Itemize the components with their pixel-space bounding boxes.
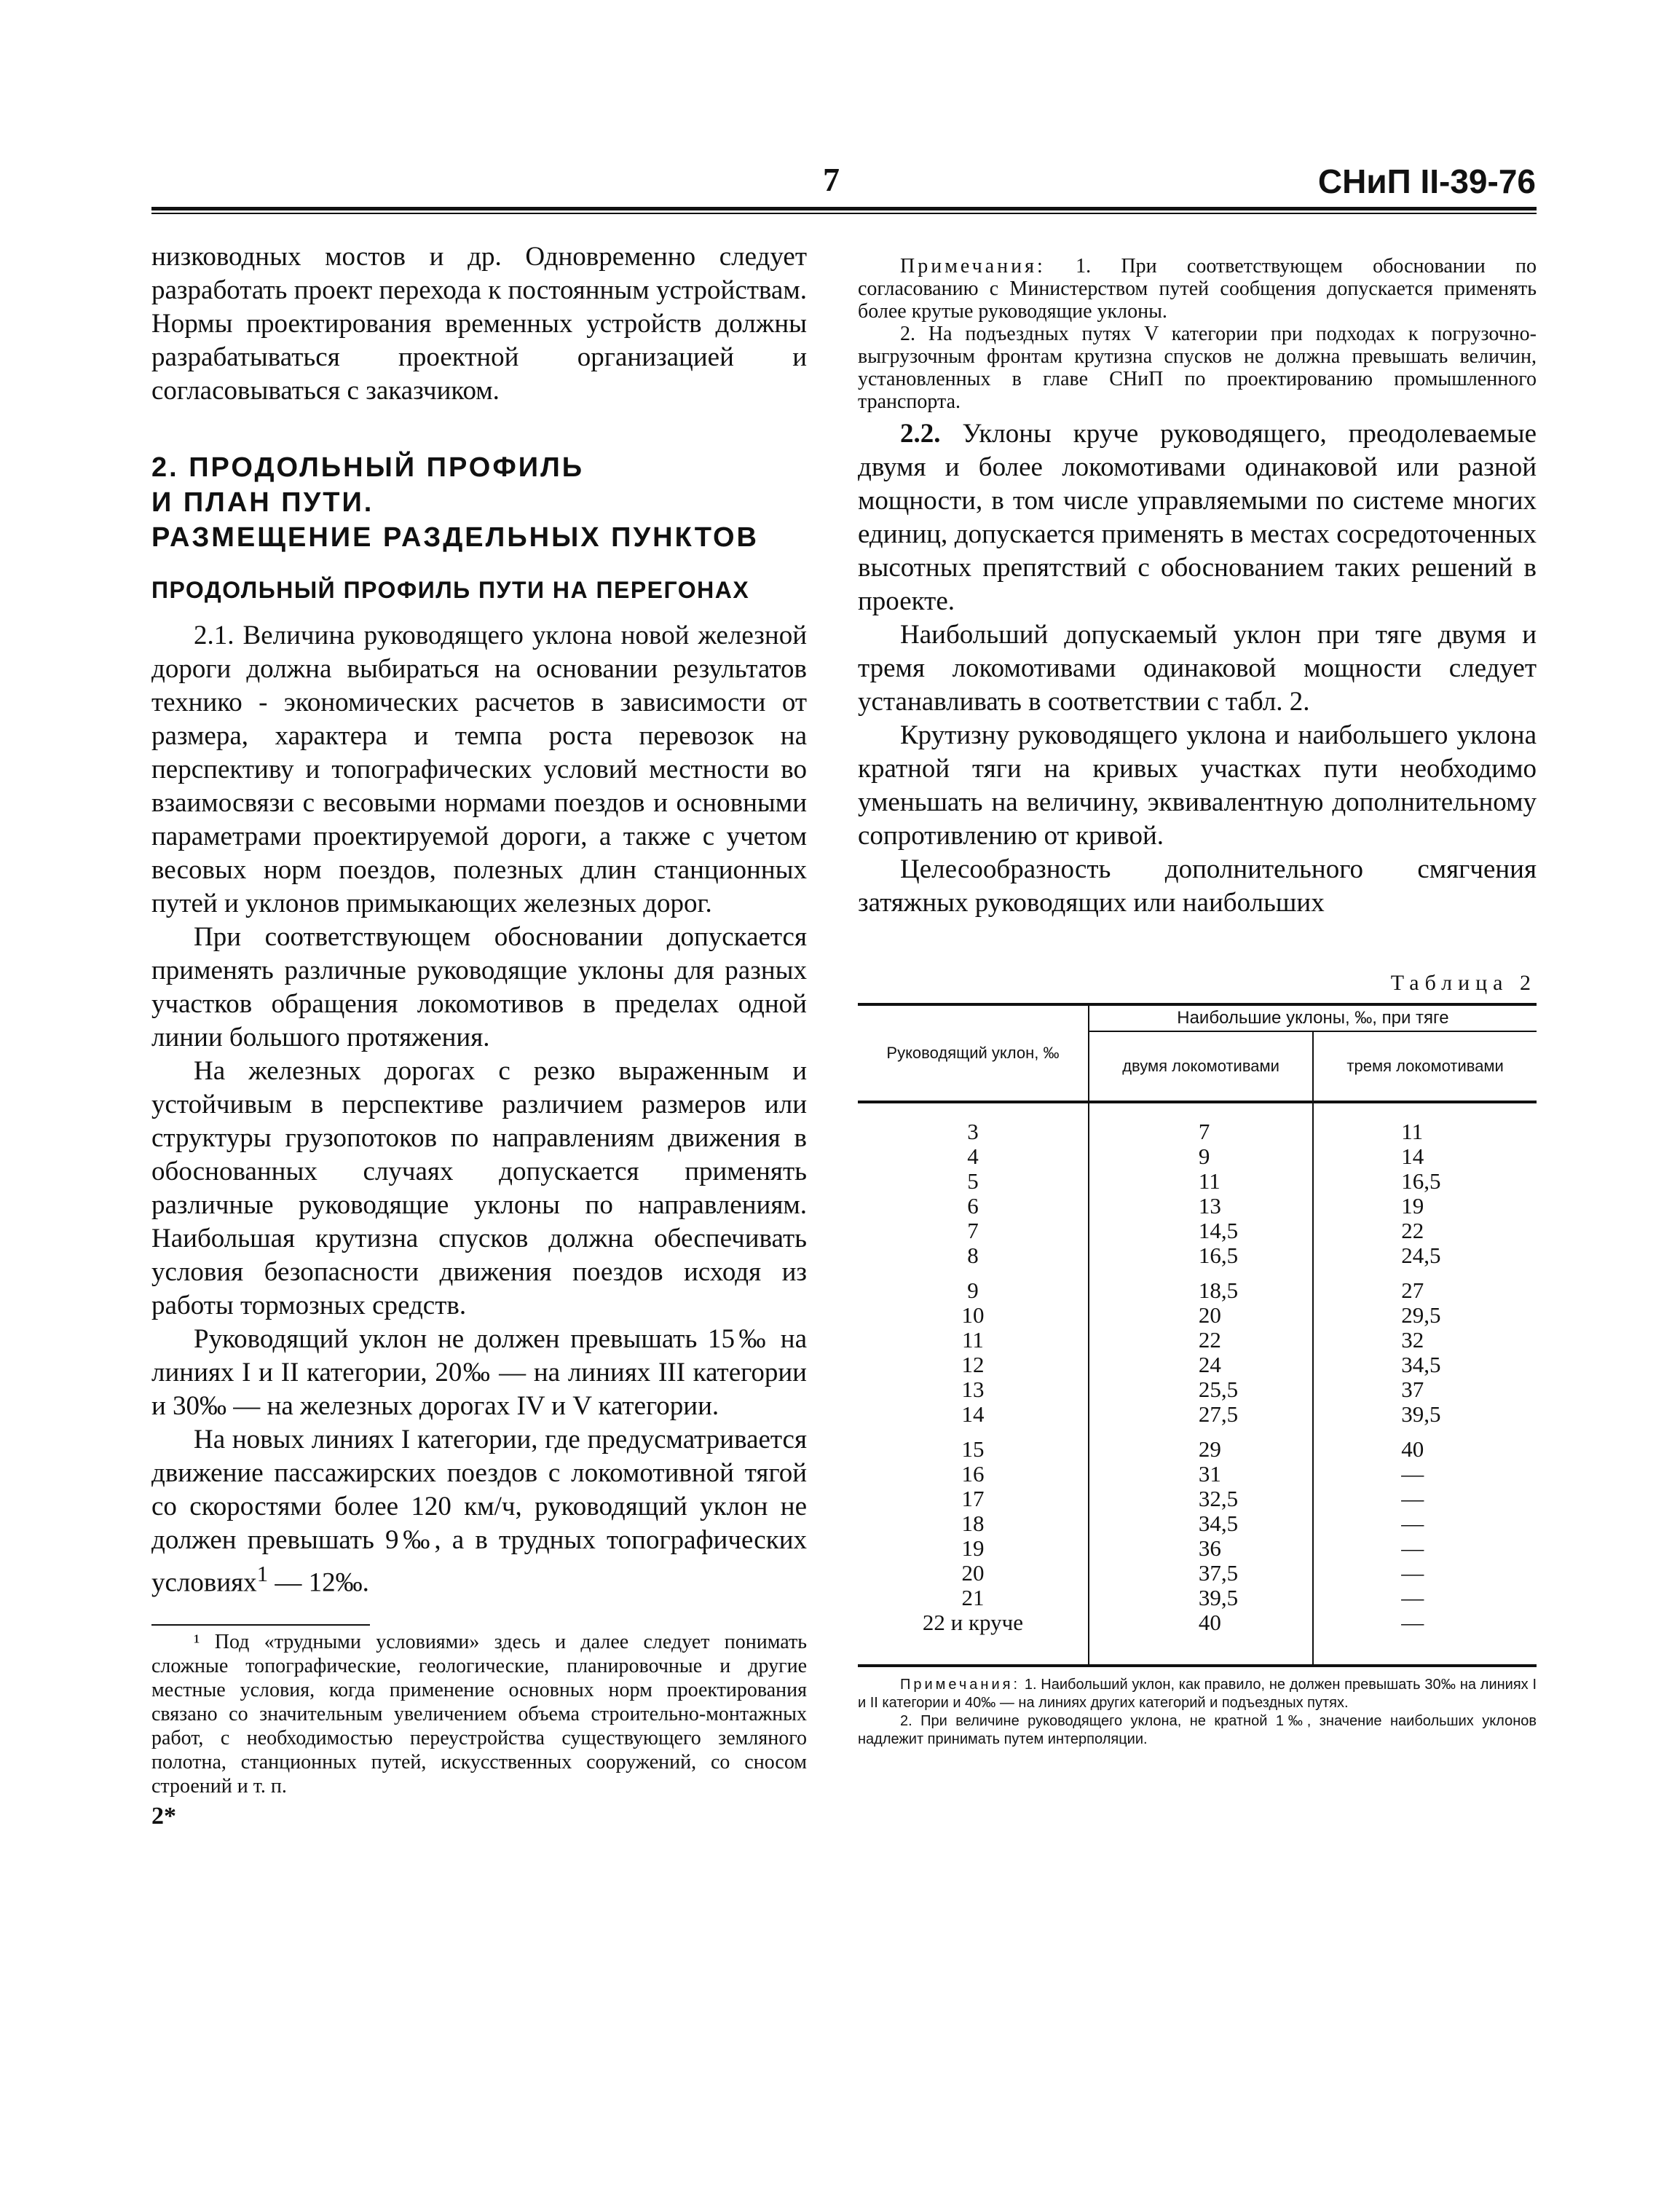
cell-two-locomotives: 29 xyxy=(1089,1427,1313,1462)
cell-ruling-grade: 4 xyxy=(858,1144,1089,1169)
cell-three-locomotives: 22 xyxy=(1401,1218,1424,1243)
section-heading xyxy=(151,450,807,555)
cell-two-locomotives: 7 xyxy=(1089,1102,1313,1144)
table-row xyxy=(858,1610,1537,1666)
cell-two-locomotives: 25,5 xyxy=(1089,1377,1313,1402)
right-column xyxy=(858,255,1537,1749)
cell-ruling-grade: 21 xyxy=(858,1586,1089,1610)
cell-three-locomotives: — xyxy=(1401,1535,1424,1561)
cell-two-locomotives: 36 xyxy=(1089,1536,1313,1561)
cell-three-locomotives: 29,5 xyxy=(1401,1302,1441,1328)
cell-three-locomotives: 32 xyxy=(1401,1327,1424,1353)
cell-ruling-grade: 19 xyxy=(858,1536,1089,1561)
cell-ruling-grade: 6 xyxy=(858,1194,1089,1219)
paragraph: Руководящий уклон не должен превышать 15‰ на линиях I и II категории, 20‰ — на линиях III категории и 30‰ — на железных дорогах IV и V категории. xyxy=(151,1324,807,1421)
subsection-heading: ПРОДОЛЬНЫЙ ПРОФИЛЬ ПУТИ НА ПЕРЕГОНАХ xyxy=(151,577,750,603)
table-row xyxy=(858,1303,1537,1328)
table-row xyxy=(858,1353,1537,1377)
table-row xyxy=(858,1402,1537,1427)
note-text: 1. При соответствующем обосновании по согласованию с Министерством путей сообщения допускается применять более крутые руководящие уклоны. xyxy=(858,255,1537,323)
table-row xyxy=(858,1487,1537,1511)
table-note-text: 1. Наибольший уклон, как правило, не должен превышать 30‰ на линиях I и II категории и 40‰ — на линиях других категорий и подъездных путях. xyxy=(858,1677,1537,1711)
note-1 xyxy=(858,255,1537,323)
table-row xyxy=(858,1102,1537,1144)
table-row xyxy=(858,1243,1537,1268)
cell-two-locomotives: 18,5 xyxy=(1089,1268,1313,1303)
cell-ruling-grade: 18 xyxy=(858,1511,1089,1536)
cell-three-locomotives: — xyxy=(1313,1610,1537,1666)
footnote-rule xyxy=(151,1624,370,1626)
cell-two-locomotives: 22 xyxy=(1089,1328,1313,1353)
section-heading-line-2: И ПЛАН ПУТИ. xyxy=(151,487,374,518)
cell-ruling-grade: 14 xyxy=(858,1402,1089,1427)
cell-two-locomotives: 13 xyxy=(1089,1194,1313,1219)
paragraph-text: На новых линиях I категории, где предусматривается движение пассажирских поездов с локомотивной тягой со скоростями более 120 км/ч, руководящий уклон не должен превышать 9‰, а в трудных топографических условиях xyxy=(151,1425,807,1598)
cell-three-locomotives: — xyxy=(1401,1486,1424,1511)
table-row xyxy=(858,1169,1537,1194)
paragraph: Целесообразность дополнительного смягчения затяжных руководящих или наибольших xyxy=(858,854,1537,918)
cell-ruling-grade: 10 xyxy=(858,1303,1089,1328)
table-note-1 xyxy=(858,1676,1537,1712)
table-row xyxy=(858,1462,1537,1487)
cell-two-locomotives: 37,5 xyxy=(1089,1561,1313,1586)
cell-ruling-grade: 20 xyxy=(858,1561,1089,1586)
cell-ruling-grade: 11 xyxy=(858,1328,1089,1353)
paragraph: На железных дорогах с резко выраженным и устойчивым в перспективе различием размеров или структуры грузопотоков по направлениям движения в обоснованных случаях допускается применять различные руководящие уклоны по направлениям. Наибольшая крутизна спусков должна обеспечивать условия безопасности движения поездов исходя из работы тормозных средств. xyxy=(151,1056,807,1320)
cell-ruling-grade: 15 xyxy=(858,1427,1089,1462)
cell-two-locomotives: 32,5 xyxy=(1089,1487,1313,1511)
cell-three-locomotives: 24,5 xyxy=(1401,1243,1441,1268)
cell-ruling-grade: 5 xyxy=(858,1169,1089,1194)
clause-2-2 xyxy=(858,417,1537,618)
section-heading-line-3: РАЗМЕЩЕНИЕ РАЗДЕЛЬНЫХ ПУНКТОВ xyxy=(151,522,759,553)
cell-ruling-grade: 16 xyxy=(858,1462,1089,1487)
col-header-ruling-grade: Руководящий уклон, ‰ xyxy=(858,1004,1089,1102)
paragraph-text-end: — 12‰. xyxy=(268,1567,369,1598)
clause-text: Величина руководящего уклона новой железной дороги должна выбираться на основании результатов технико - экономических расчетов в зависимости от размера, характера и темпа роста перевозок на перспективу и топографических условий местности во взаимосвязи с весовыми нормами поездов и основными параметрами проектируемой дороги, а также с учетом весовых норм поездов, полезных длин станционных путей и уклонов примыкающих железных дорог. xyxy=(151,621,808,918)
table-row xyxy=(858,1586,1537,1610)
cell-two-locomotives: 16,5 xyxy=(1089,1243,1313,1268)
cell-three-locomotives: 14 xyxy=(1401,1143,1424,1169)
cell-three-locomotives: 37 xyxy=(1401,1377,1424,1402)
table-notes-label: Примечания: xyxy=(900,1677,1021,1693)
footnote xyxy=(151,1630,807,1798)
cell-three-locomotives: — xyxy=(1401,1511,1424,1536)
left-column xyxy=(151,240,807,1830)
header-rule-thin xyxy=(151,213,1537,214)
notes-label: Примечания: xyxy=(900,255,1046,277)
clause-2-1 xyxy=(151,619,807,921)
paragraph: Крутизну руководящего уклона и наибольшего уклона кратной тяги на кривых участках пути необходимо уменьшать на величину, эквивалентную дополнительному сопротивлению от кривой. xyxy=(858,720,1537,851)
cell-ruling-grade: 8 xyxy=(858,1243,1089,1268)
signature-mark: 2* xyxy=(151,1803,176,1830)
table-row xyxy=(858,1144,1537,1169)
document-code: СНиП II-39-76 xyxy=(1317,162,1536,200)
paragraph: При соответствующем обосновании допускается применять различные руководящие уклоны для разных участков обращения локомотивов в пределах одной линии большого протяжения. xyxy=(151,922,807,1052)
table-notes xyxy=(858,1676,1537,1749)
footnote-mark: ¹ xyxy=(194,1631,200,1654)
clause-number: 2.1. xyxy=(194,621,234,650)
cell-two-locomotives: 24 xyxy=(1089,1353,1313,1377)
paragraph xyxy=(151,1423,807,1599)
table-note-2: 2. При величине руководящего уклона, не кратной 1‰, значение наибольших уклонов надлежит принимать путем интерполяции. xyxy=(858,1713,1537,1747)
table-row xyxy=(858,1561,1537,1586)
page-number: 7 xyxy=(823,161,840,198)
cell-ruling-grade: 9 xyxy=(858,1268,1089,1303)
footnote-text: Под «трудными условиями» здесь и далее следует понимать сложные топографические, геологические, планировочные и другие местные условия, когда применение основных норм проектирования связано со значительным увеличением объема строительно-монтажных работ, с необходимостью переустройства существующего земляного полотна, станционных путей, искусственных сооружений, со сносом строений и т. п. xyxy=(151,1631,807,1798)
table-2 xyxy=(858,1003,1537,1667)
cell-ruling-grade: 13 xyxy=(858,1377,1089,1402)
cell-two-locomotives: 11 xyxy=(1089,1169,1313,1194)
table-row xyxy=(858,1328,1537,1353)
paragraph-continued: низководных мостов и др. Одновременно следует разработать проект перехода к постоянным устройствам. Нормы проектирования временных устройств должны разрабатываться проектной организацией и согласовываться с заказчиком. xyxy=(151,242,807,406)
cell-three-locomotives: 40 xyxy=(1401,1436,1424,1462)
table-row xyxy=(858,1194,1537,1219)
cell-three-locomotives: 27 xyxy=(1401,1277,1424,1303)
cell-ruling-grade: 12 xyxy=(858,1353,1089,1377)
table-row xyxy=(858,1219,1537,1243)
cell-two-locomotives: 40 xyxy=(1089,1610,1313,1666)
cell-three-locomotives: 19 xyxy=(1401,1193,1424,1219)
cell-three-locomotives: 11 xyxy=(1401,1119,1424,1144)
cell-three-locomotives: 16,5 xyxy=(1401,1168,1441,1194)
clause-number: 2.2. xyxy=(900,419,941,449)
table-label: Таблица 2 xyxy=(1390,971,1537,995)
table-row xyxy=(858,1268,1537,1303)
table-row xyxy=(858,1427,1537,1462)
cell-ruling-grade: 7 xyxy=(858,1219,1089,1243)
cell-three-locomotives: — xyxy=(1401,1585,1424,1610)
section-heading-line-1: 2. ПРОДОЛЬНЫЙ ПРОФИЛЬ xyxy=(151,452,585,483)
table-row xyxy=(858,1377,1537,1402)
cell-two-locomotives: 34,5 xyxy=(1089,1511,1313,1536)
paragraph: Наибольший допускаемый уклон при тяге двумя и тремя локомотивами одинаковой мощности следует устанавливать в соответствии с табл. 2. xyxy=(858,620,1537,717)
footnote-ref: 1 xyxy=(256,1562,269,1586)
cell-three-locomotives: 34,5 xyxy=(1401,1352,1441,1377)
cell-three-locomotives: 39,5 xyxy=(1401,1401,1441,1427)
cell-two-locomotives: 27,5 xyxy=(1089,1402,1313,1427)
cell-ruling-grade: 22 и круче xyxy=(858,1610,1089,1666)
cell-three-locomotives: — xyxy=(1401,1560,1424,1586)
col-header-two-locomotives: двумя локомотивами xyxy=(1089,1031,1313,1102)
cell-two-locomotives: 20 xyxy=(1089,1303,1313,1328)
cell-two-locomotives: 39,5 xyxy=(1089,1586,1313,1610)
cell-two-locomotives: 31 xyxy=(1089,1462,1313,1487)
clause-text: Уклоны круче руководящего, преодолеваемые двумя и более локомотивами одинаковой или разной мощности, в том числе управляемыми по системе многих единиц, допускается применять в местах сосредоточенных высотных препятствий с обоснованием таких решений в проекте. xyxy=(858,419,1537,616)
note-2: 2. На подъездных путях V категории при подходах к погрузочно-выгрузочным фронтам крутизна спусков не должна превышать величин, установленных в главе СНиП по проектированию промышленного транспорта. xyxy=(858,323,1537,413)
col-header-three-locomotives: тремя локомотивами xyxy=(1313,1031,1537,1102)
cell-two-locomotives: 9 xyxy=(1089,1144,1313,1169)
table-row xyxy=(858,1511,1537,1536)
table-row xyxy=(858,1536,1537,1561)
col-group-header: Наибольшие уклоны, ‰, при тяге xyxy=(1089,1004,1537,1031)
cell-ruling-grade: 3 xyxy=(858,1102,1089,1144)
cell-ruling-grade: 17 xyxy=(858,1487,1089,1511)
cell-two-locomotives: 14,5 xyxy=(1089,1219,1313,1243)
header-rule xyxy=(151,207,1537,210)
cell-three-locomotives: — xyxy=(1401,1461,1424,1487)
table-body xyxy=(858,1102,1537,1666)
